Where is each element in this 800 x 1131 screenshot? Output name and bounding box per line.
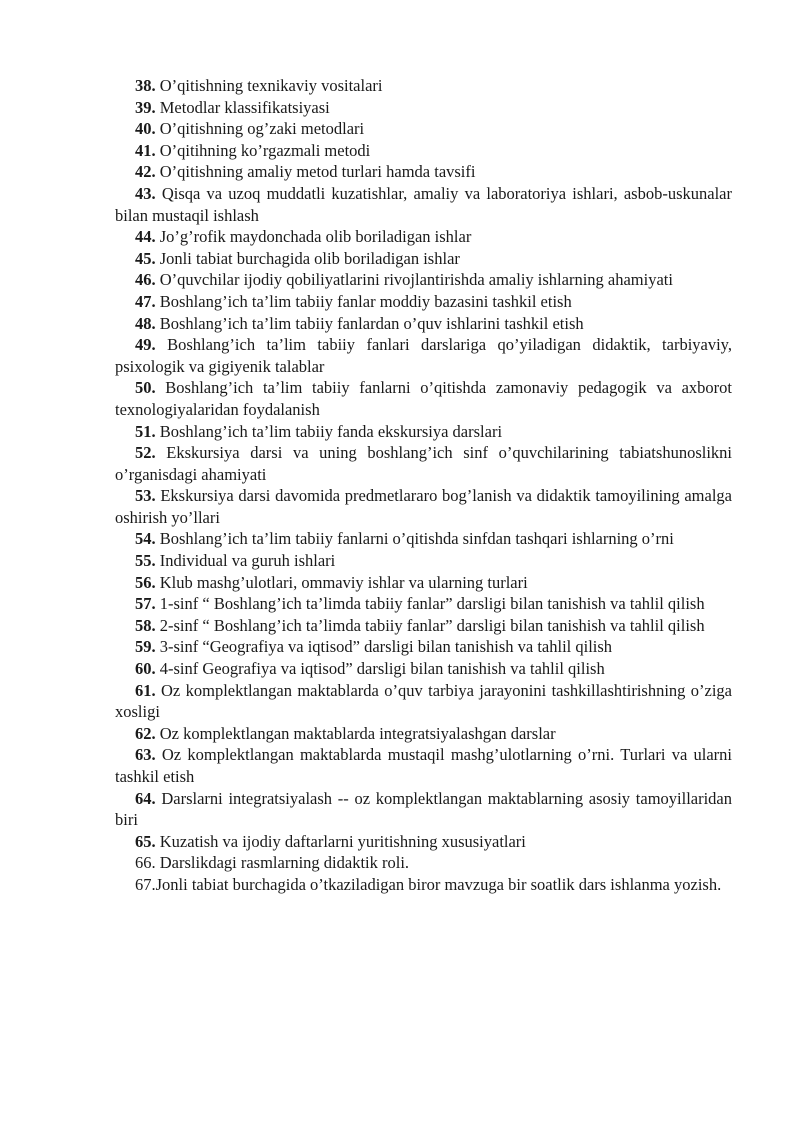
item-number: 47. (135, 291, 156, 311)
item-text: O’qitihning ko’rgazmali metodi (159, 140, 371, 160)
item-text: O’quvchilar ijodiy qobiliyatlarini rivojlantirishda amaliy ishlarning ahamiyati (159, 270, 673, 290)
item-number: 48. (135, 313, 156, 333)
item-number: 42. (135, 162, 156, 182)
item-number: 63. (135, 745, 156, 765)
item-text: Ekskursiya darsi va uning boshlang’ich sinf o’quvchilarining tabiatshunoslikni o’rganisdagi ahamiyati (115, 443, 732, 484)
item-number: 43. (135, 183, 156, 203)
item-text: 3-sinf “Geografiya va iqtisod” darsligi bilan tanishish va tahlil qilish (159, 637, 613, 657)
list-item (115, 723, 732, 745)
item-text: Darslarni integratsiyalash -- oz komplektlangan maktablarning asosiy tamoyillaridan biri (115, 788, 733, 830)
list-item (115, 636, 732, 658)
item-text: 4-sinf Geografiya va iqtisod” darsligi bilan tanishish va tahlil qilish (159, 659, 605, 679)
item-text: Boshlang’ich ta’lim tabiiy fanda ekskursiya darslari (159, 421, 503, 441)
item-number: 64. (135, 788, 156, 808)
item-number: 62. (135, 723, 156, 743)
list-item (115, 615, 732, 637)
document-page (115, 75, 732, 896)
item-text: O’qitishning og’zaki metodlari (159, 119, 365, 139)
item-text: Metodlar klassifikatsiyasi (159, 97, 330, 117)
list-item (115, 75, 732, 97)
item-number: 61. (135, 680, 156, 700)
item-number: 52. (135, 443, 156, 463)
list-item (115, 658, 732, 680)
item-text: Boshlang’ich ta’lim tabiiy fanlardan o’quv ishlarini tashkil etish (159, 313, 584, 333)
item-text: O’qitishning amaliy metod turlari hamda tavsifi (159, 162, 476, 182)
item-text: Ekskursiya darsi davomida predmetlararo bog’lanish va didaktik tamoyilining amalga oshirish yo’llari (115, 486, 732, 527)
item-number: 38. (135, 76, 156, 95)
item-number: 54. (135, 529, 156, 549)
item-text: Klub mashg’ulotlari, ommaviy ishlar va ularning turlari (159, 572, 528, 592)
item-text: Jonli tabiat burchagida olib boriladigan ishlar (159, 248, 460, 268)
item-text: Individual va guruh ishlari (159, 551, 336, 571)
item-number: 51. (135, 421, 156, 441)
item-number: 41. (135, 140, 156, 160)
item-number: 57. (135, 594, 156, 614)
list-item (115, 442, 732, 485)
item-text: 1-sinf “ Boshlang’ich ta’limda tabiiy fanlar” darsligi bilan tanishish va tahlil qilish (159, 594, 705, 614)
list-item (115, 528, 732, 550)
list-item (115, 852, 732, 874)
list-item (115, 831, 732, 853)
item-number: 53. (135, 486, 156, 506)
item-number: 46. (135, 270, 156, 290)
list-item (115, 118, 732, 140)
list-item (115, 680, 732, 723)
list-item (115, 550, 732, 572)
item-number: 49. (135, 335, 156, 355)
item-text: Darslikdagi rasmlarning didaktik roli. (159, 853, 410, 873)
list-item (115, 97, 732, 119)
list-item (115, 161, 732, 183)
item-text: Qisqa va uzoq muddatli kuzatishlar, amaliy va laboratoriya ishlari, asbob-uskunalar bilan mustaqil ishlash (115, 183, 732, 225)
item-number: 44. (135, 227, 156, 247)
item-text: Jo’g’rofik maydonchada olib boriladigan ishlar (159, 227, 472, 247)
item-text: Oz komplektlangan maktablarda mustaqil mashg’ulotlarning o’rni. Turlari va ularni tashkil etish (115, 745, 733, 786)
list-item (115, 421, 732, 443)
item-text: O’qitishning texnikaviy vositalari (159, 76, 383, 95)
item-text: Kuzatish va ijodiy daftarlarni yuritishning xususiyatlari (159, 831, 526, 851)
item-text: Boshlang’ich ta’lim tabiiy fanlarni o’qitishda zamonaviy pedagogik va axborot texnologiyalaridan foydalanish (115, 378, 732, 419)
list-item (115, 593, 732, 615)
item-number: 39. (135, 97, 156, 117)
item-text: Oz komplektlangan maktablarda o’quv tarbiya jarayonini tashkillashtirishning o’ziga xosligi (115, 680, 733, 722)
item-text: Oz komplektlangan maktablarda integratsiyalashgan darslar (159, 723, 556, 743)
item-text: Boshlang’ich ta’lim tabiiy fanlar moddiy bazasini tashkil etish (159, 291, 572, 311)
item-number: 56. (135, 572, 156, 592)
list-item (115, 140, 732, 162)
item-number: 45. (135, 248, 156, 268)
list-item (115, 788, 732, 831)
list-item (115, 226, 732, 248)
list-item (115, 744, 732, 787)
list-item (115, 313, 732, 335)
item-text: Jonli tabiat burchagida o’tkaziladigan biror mavzuga bir soatlik dars ishlanma yozish. (155, 874, 722, 894)
list-item (115, 377, 732, 420)
list-item (115, 334, 732, 377)
item-text: 2-sinf “ Boshlang’ich ta’limda tabiiy fanlar” darsligi bilan tanishish va tahlil qilish (159, 615, 705, 635)
list-item (115, 269, 732, 291)
item-number: 67. (135, 874, 156, 894)
list-item (115, 874, 732, 896)
item-number: 59. (135, 637, 156, 657)
item-number: 60. (135, 659, 156, 679)
item-number: 65. (135, 831, 156, 851)
item-text: Boshlang’ich ta’lim tabiiy fanlarni o’qitishda sinfdan tashqari ishlarning o’rni (159, 529, 674, 549)
item-number: 50. (135, 378, 156, 398)
list-item (115, 248, 732, 270)
list-item (115, 183, 732, 226)
item-number: 40. (135, 119, 156, 139)
item-number: 58. (135, 615, 156, 635)
item-number: 55. (135, 551, 156, 571)
list-item (115, 572, 732, 594)
list-item (115, 291, 732, 313)
item-number: 66. (135, 853, 156, 873)
item-text: Boshlang’ich ta’lim tabiiy fanlari darslariga qo’yiladigan didaktik, tarbiyaviy, psixologik va gigiyenik talablar (115, 335, 732, 376)
list-item (115, 485, 732, 528)
